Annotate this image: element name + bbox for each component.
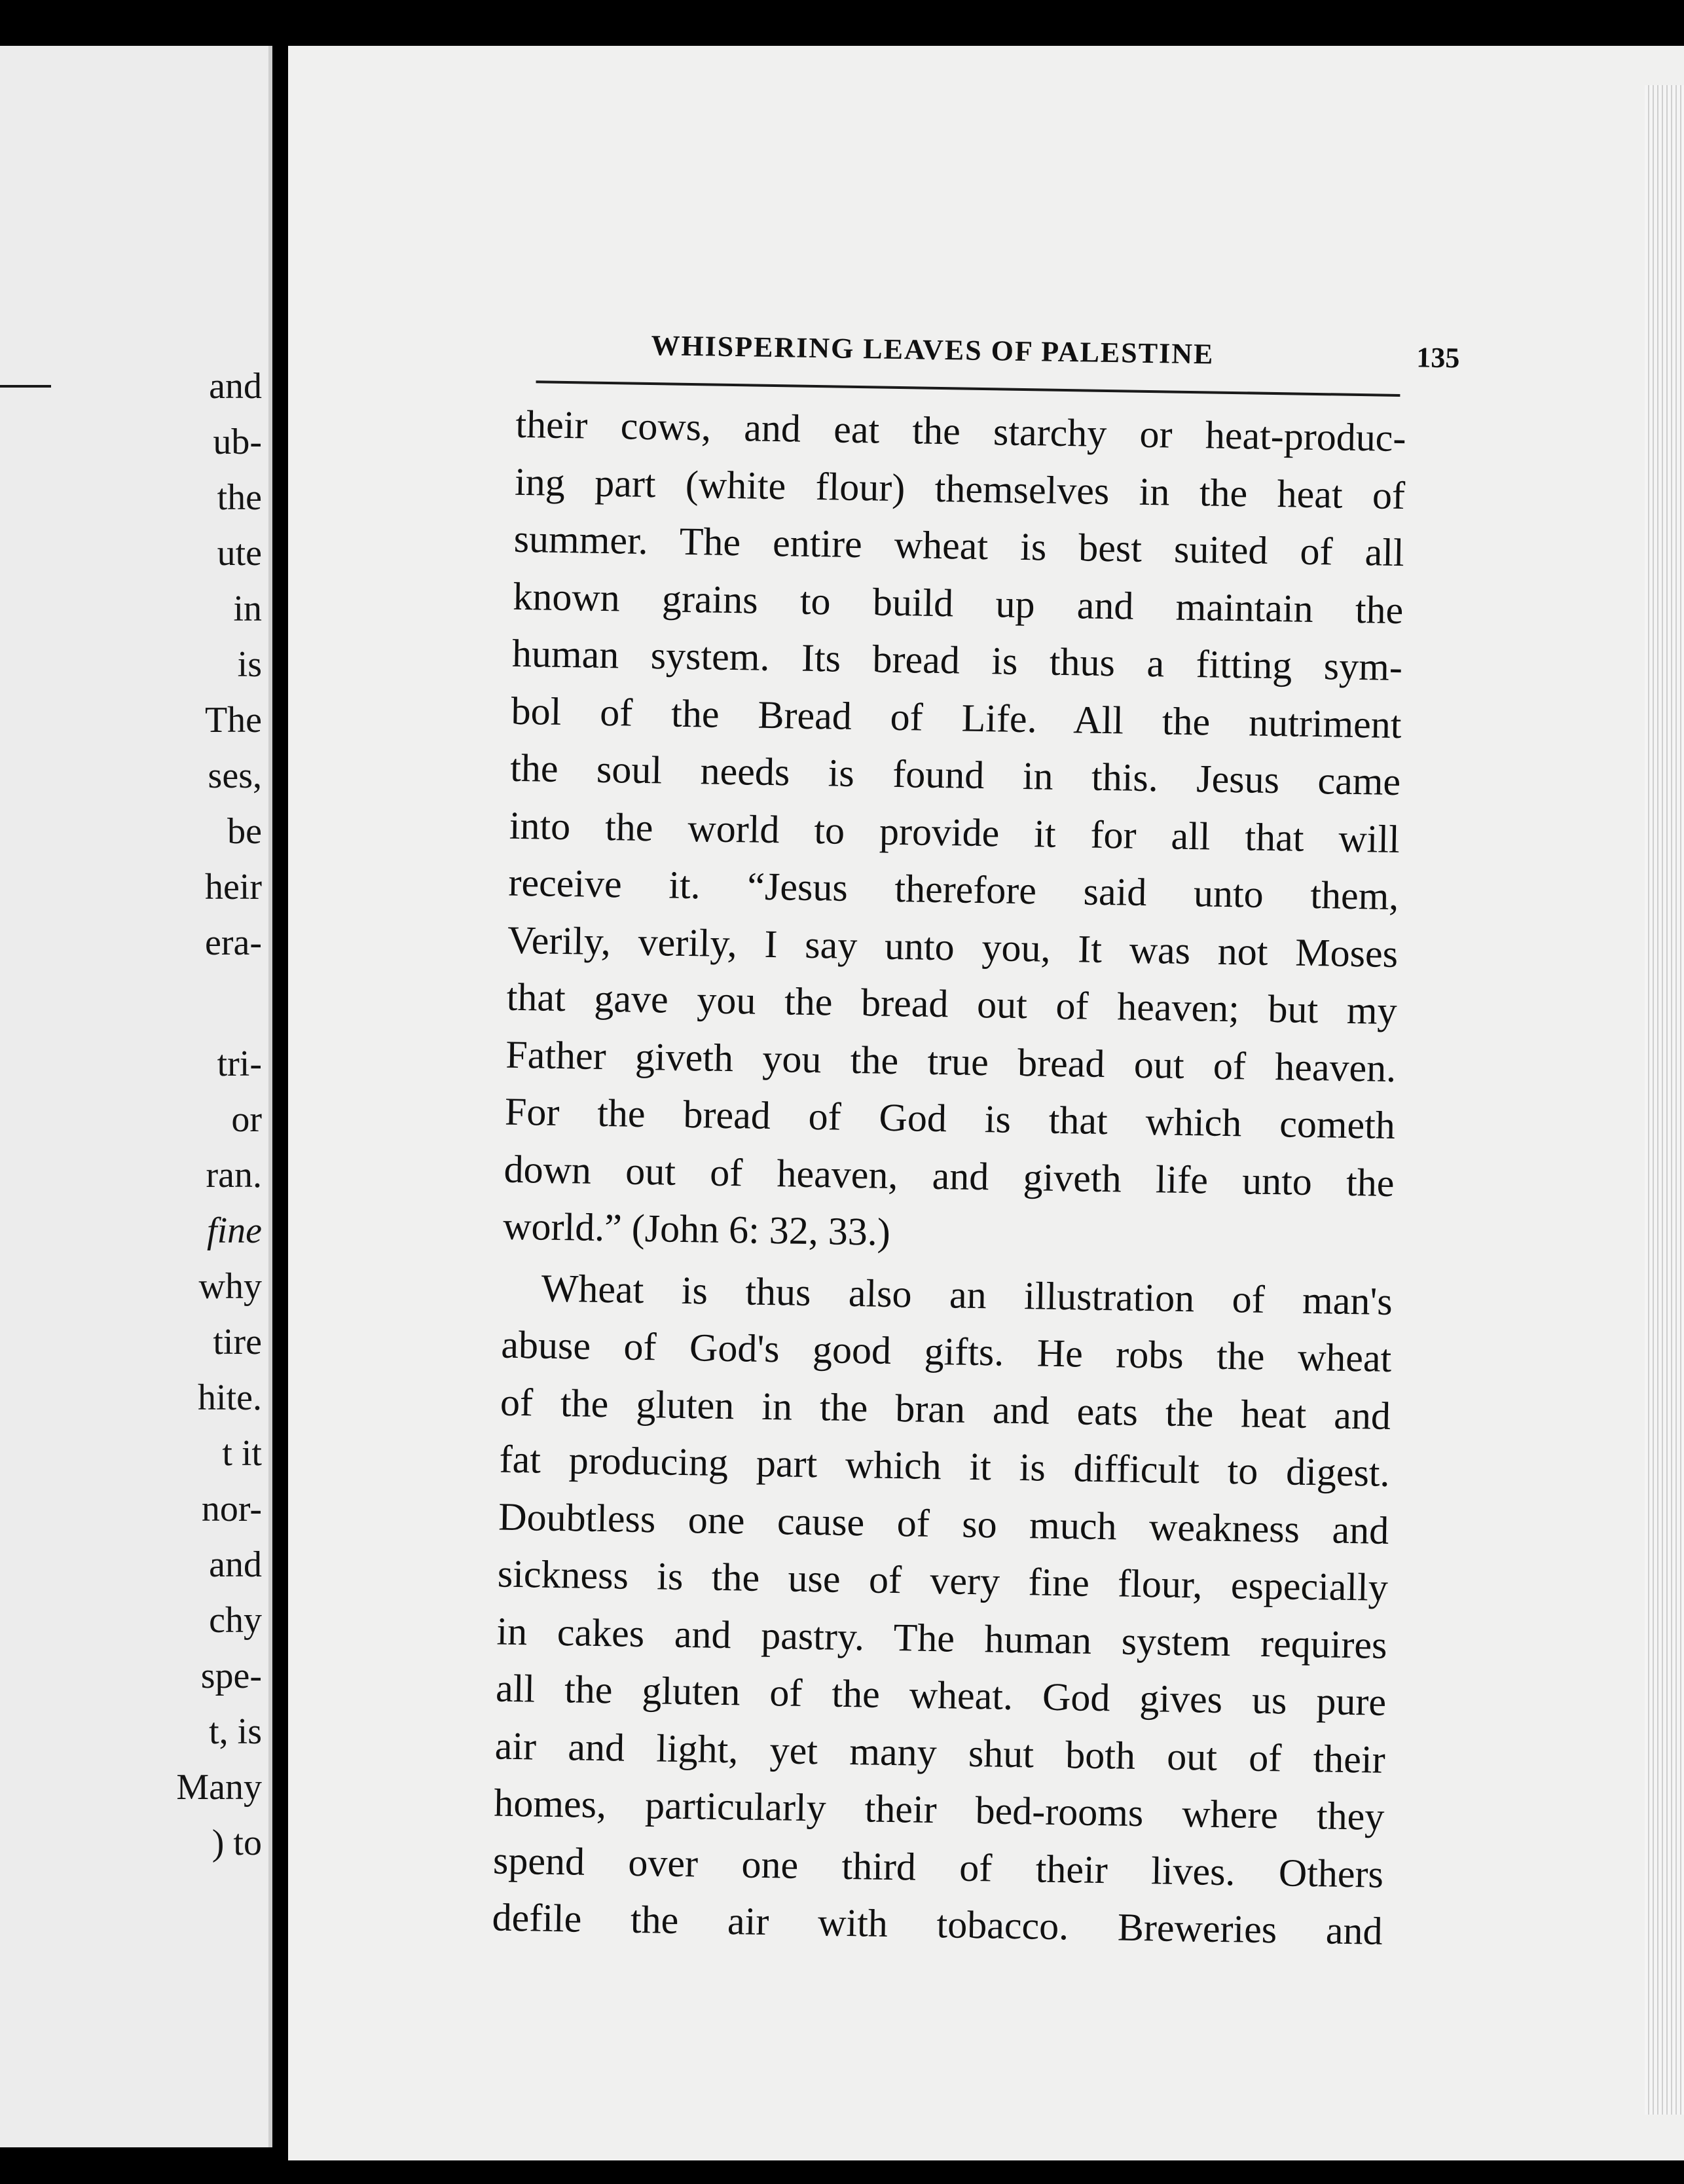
previous-page-line: heir: [204, 867, 262, 907]
text-line: world.” (John 6: 32, 33.): [502, 1204, 891, 1254]
previous-page-line: the: [217, 477, 262, 518]
text-line: receive it. “Jesus therefore said unto them,: [508, 860, 1399, 919]
running-head-title: WHISPERING LEAVES OF PALESTINE: [651, 329, 1215, 371]
previous-page-line: t, is: [209, 1711, 262, 1752]
text-line: defile the air with tobacco. Breweries and: [492, 1895, 1383, 1953]
previous-page-line: ) to: [211, 1823, 262, 1863]
previous-page-line: Many: [176, 1767, 262, 1808]
previous-page-line: tire: [213, 1322, 262, 1362]
previous-page-line: era-: [204, 922, 262, 963]
previous-page-header-rule: [0, 385, 51, 388]
text-line: homes, particularly their bed-rooms where they: [493, 1781, 1385, 1838]
previous-page-line: ute: [217, 533, 262, 573]
previous-page-line: tri-: [217, 1044, 262, 1084]
previous-page-line: spe-: [200, 1656, 262, 1696]
previous-page-line: fine: [207, 1210, 262, 1251]
text-line: of the gluten in the bran and eats the heat and: [500, 1380, 1391, 1438]
text-line: summer. The entire wheat is best suited of all: [513, 517, 1405, 575]
previous-page-fragment: [0, 46, 272, 2147]
text-line: Wheat is thus also an illustration of man's: [541, 1266, 1393, 1323]
previous-page-line: t it: [222, 1433, 262, 1474]
text-line: human system. Its bread is thus a fitting sym-: [511, 631, 1403, 689]
text-line: known grains to build up and maintain the: [512, 574, 1404, 632]
text-line: Verily, verily, I say unto you, It was not Moses: [507, 918, 1399, 975]
text-line: the soul needs is found in this. Jesus came: [509, 746, 1401, 804]
previous-page-line: in: [233, 589, 262, 629]
current-page: [288, 46, 1684, 2160]
body-text: [492, 396, 1406, 1961]
text-line: For the bread of God is that which cometh: [504, 1089, 1396, 1147]
page-number: 135: [1416, 341, 1460, 374]
text-line: Father giveth you the true bread out of heaven.: [505, 1032, 1397, 1090]
previous-page-line: and: [209, 366, 262, 407]
previous-page-line: nor-: [201, 1489, 262, 1529]
running-head: [536, 321, 1460, 397]
previous-page-line: ran.: [206, 1155, 262, 1195]
text-line: spend over one third of their lives. Others: [492, 1838, 1384, 1896]
text-line: into the world to provide it for all that will: [509, 803, 1400, 861]
previous-page-line: and: [209, 1544, 262, 1585]
text-line: fat producing part which it is difficult to digest.: [499, 1437, 1391, 1495]
book-gutter: [272, 0, 288, 2184]
previous-page-line: ub-: [213, 422, 262, 462]
previous-page-line: is: [237, 644, 262, 685]
text-line: Doubtless one cause of so much weakness and: [498, 1495, 1389, 1552]
text-line: down out of heaven, and giveth life unto the: [503, 1147, 1395, 1205]
previous-page-line: hite.: [198, 1377, 262, 1418]
text-line: that gave you the bread out of heaven; but my: [506, 975, 1398, 1033]
text-line: abuse of God's good gifts. He robs the wheat: [500, 1322, 1392, 1380]
previous-page-line: ses,: [208, 755, 262, 796]
text-line: bol of the Bread of Life. All the nutriment: [511, 689, 1402, 746]
text-line: their cows, and eat the starchy or heat-produc-: [515, 402, 1406, 460]
text-line: air and light, yet many shut both out of their: [494, 1724, 1386, 1781]
previous-page-line: or: [231, 1099, 262, 1140]
text-line: in cakes and pastry. The human system requires: [496, 1609, 1387, 1667]
previous-page-line: why: [198, 1266, 262, 1307]
text-line: sickness is the use of very fine flour, especially: [497, 1552, 1389, 1609]
previous-page-line: be: [227, 811, 262, 852]
previous-page-line: The: [204, 700, 262, 740]
text-line: all the gluten of the wheat. God gives us pure: [495, 1666, 1387, 1724]
page-content: [459, 321, 1684, 1965]
text-line: ing part (white flour) themselves in the heat of: [514, 460, 1406, 517]
previous-page-line: chy: [209, 1600, 262, 1641]
